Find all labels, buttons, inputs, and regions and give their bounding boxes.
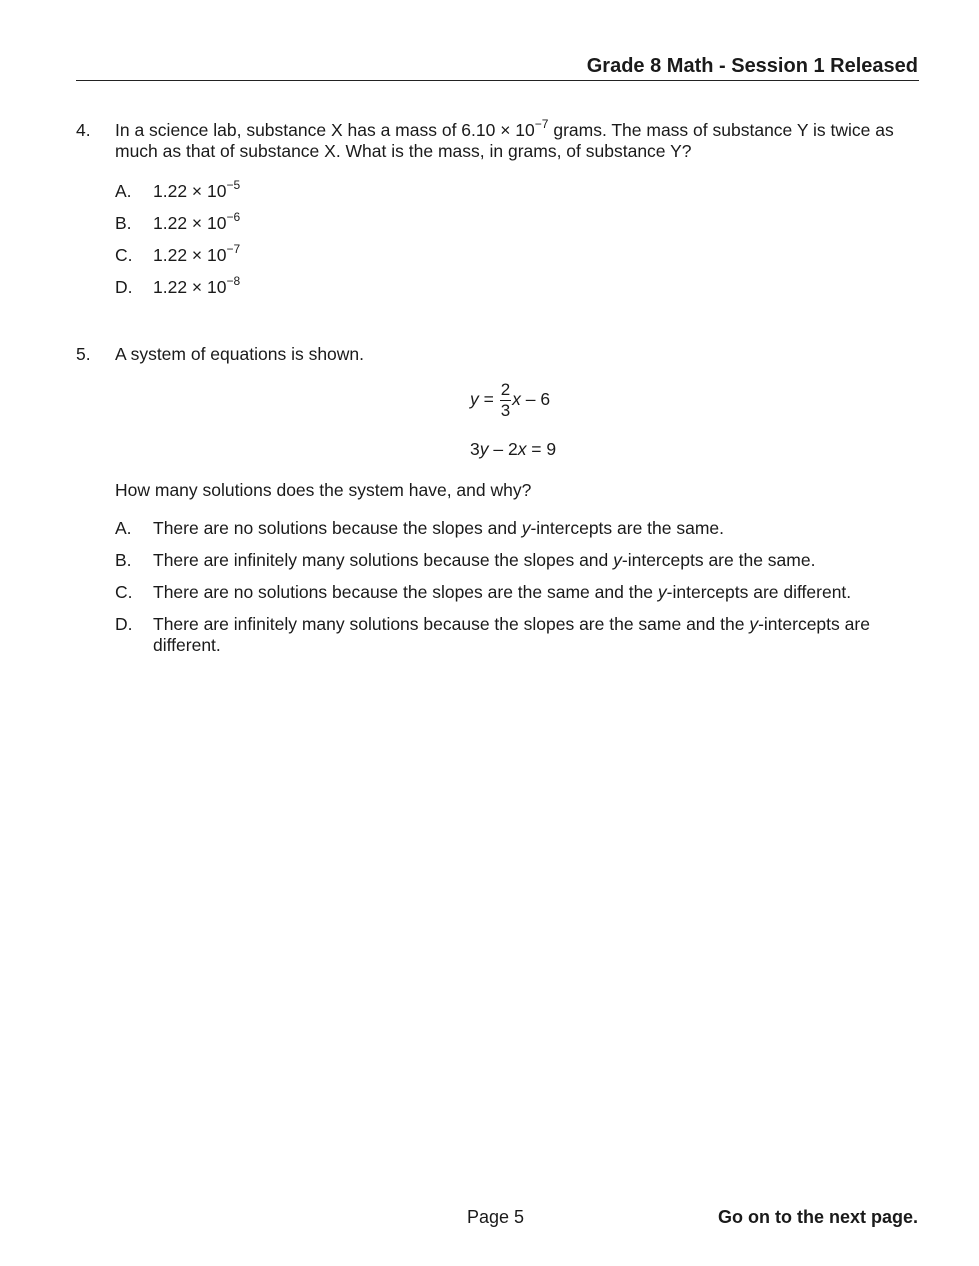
- choice-text-italic: y: [657, 582, 667, 602]
- stem-exponent: −7: [534, 117, 549, 132]
- choice-text-italic: y: [613, 550, 622, 570]
- choice-text-post: -intercepts are the same.: [621, 550, 816, 570]
- choice-text-post: -intercepts are different.: [153, 614, 870, 655]
- choice-text: [153, 550, 919, 571]
- choice-exponent: −6: [226, 210, 241, 225]
- choice-letter: A.: [115, 518, 132, 538]
- choice-text: [153, 518, 919, 539]
- choice-text: [153, 178, 919, 202]
- choice-text: [153, 274, 919, 298]
- choice-letter: B.: [115, 213, 132, 233]
- next-page-notice: Go on to the next page.: [717, 1207, 918, 1227]
- equation-2: [470, 439, 556, 460]
- eq2-rest: = 9: [526, 439, 557, 459]
- choice-text-italic: y: [749, 614, 759, 634]
- choice-text-pre: There are no solutions because the slopes are the same and the: [153, 582, 658, 602]
- question-stem: A system of equations is shown.: [115, 344, 365, 364]
- question-5: [76, 344, 919, 664]
- choice-base: 1.22 × 10: [153, 213, 227, 233]
- eq1-equals: =: [478, 389, 499, 410]
- choice-text: [153, 210, 919, 234]
- eq2-coef-y: 3: [470, 439, 480, 459]
- choice-text-italic: y: [521, 518, 531, 538]
- question-number: 5.: [76, 344, 91, 364]
- stem-text-1: In a science lab, substance X has a mass of 6.10 × 10: [115, 120, 535, 140]
- choice-letter: A.: [115, 181, 132, 201]
- eq1-denominator: 3: [500, 401, 511, 420]
- choice-text-post: -intercepts are the same.: [530, 518, 725, 538]
- choice-exponent: −8: [226, 274, 241, 289]
- choice-text: [153, 242, 919, 266]
- eq1-fraction: [500, 380, 511, 421]
- stem-text-2: grams. The mass of substance Y is twice as much as that of substance X. What is the mass, in grams, of substance Y?: [115, 120, 894, 161]
- choice-text-post: -intercepts are different.: [666, 582, 852, 602]
- choice-base: 1.22 × 10: [153, 277, 227, 297]
- eq2-var-x: x: [517, 439, 527, 459]
- header-divider: [76, 80, 919, 81]
- choice-letter: C.: [115, 582, 133, 602]
- page-number: Page 5: [467, 1207, 525, 1227]
- question-prompt: How many solutions does the system have, and why?: [115, 480, 532, 500]
- eq2-minus: – 2: [488, 439, 518, 459]
- choice-letter: C.: [115, 245, 133, 265]
- eq1-var: x: [512, 389, 521, 410]
- choice-text: [153, 582, 919, 603]
- question-4: [76, 117, 919, 300]
- choice-letter: D.: [115, 614, 133, 634]
- choice-letter: D.: [115, 277, 133, 297]
- question-number: 4.: [76, 120, 91, 140]
- choice-base: 1.22 × 10: [153, 245, 227, 265]
- choice-text-pre: There are infinitely many solutions because the slopes are the same and the: [153, 614, 750, 634]
- eq2-var-y: y: [479, 439, 489, 459]
- choice-text-pre: There are no solutions because the slopes and: [153, 518, 522, 538]
- choice-base: 1.22 × 10: [153, 181, 227, 201]
- choice-letter: B.: [115, 550, 132, 570]
- eq1-rest: – 6: [520, 389, 551, 410]
- choice-exponent: −5: [226, 178, 241, 193]
- page-header-title: Grade 8 Math - Session 1 Released: [586, 55, 918, 77]
- choice-exponent: −7: [226, 242, 241, 257]
- choice-text: [153, 614, 919, 656]
- choice-text-pre: There are infinitely many solutions because the slopes and: [153, 550, 614, 570]
- equation-1: [470, 380, 550, 421]
- eq1-lhs-var: y: [470, 389, 479, 410]
- question-stem: [115, 117, 919, 162]
- eq1-numerator: 2: [500, 380, 511, 399]
